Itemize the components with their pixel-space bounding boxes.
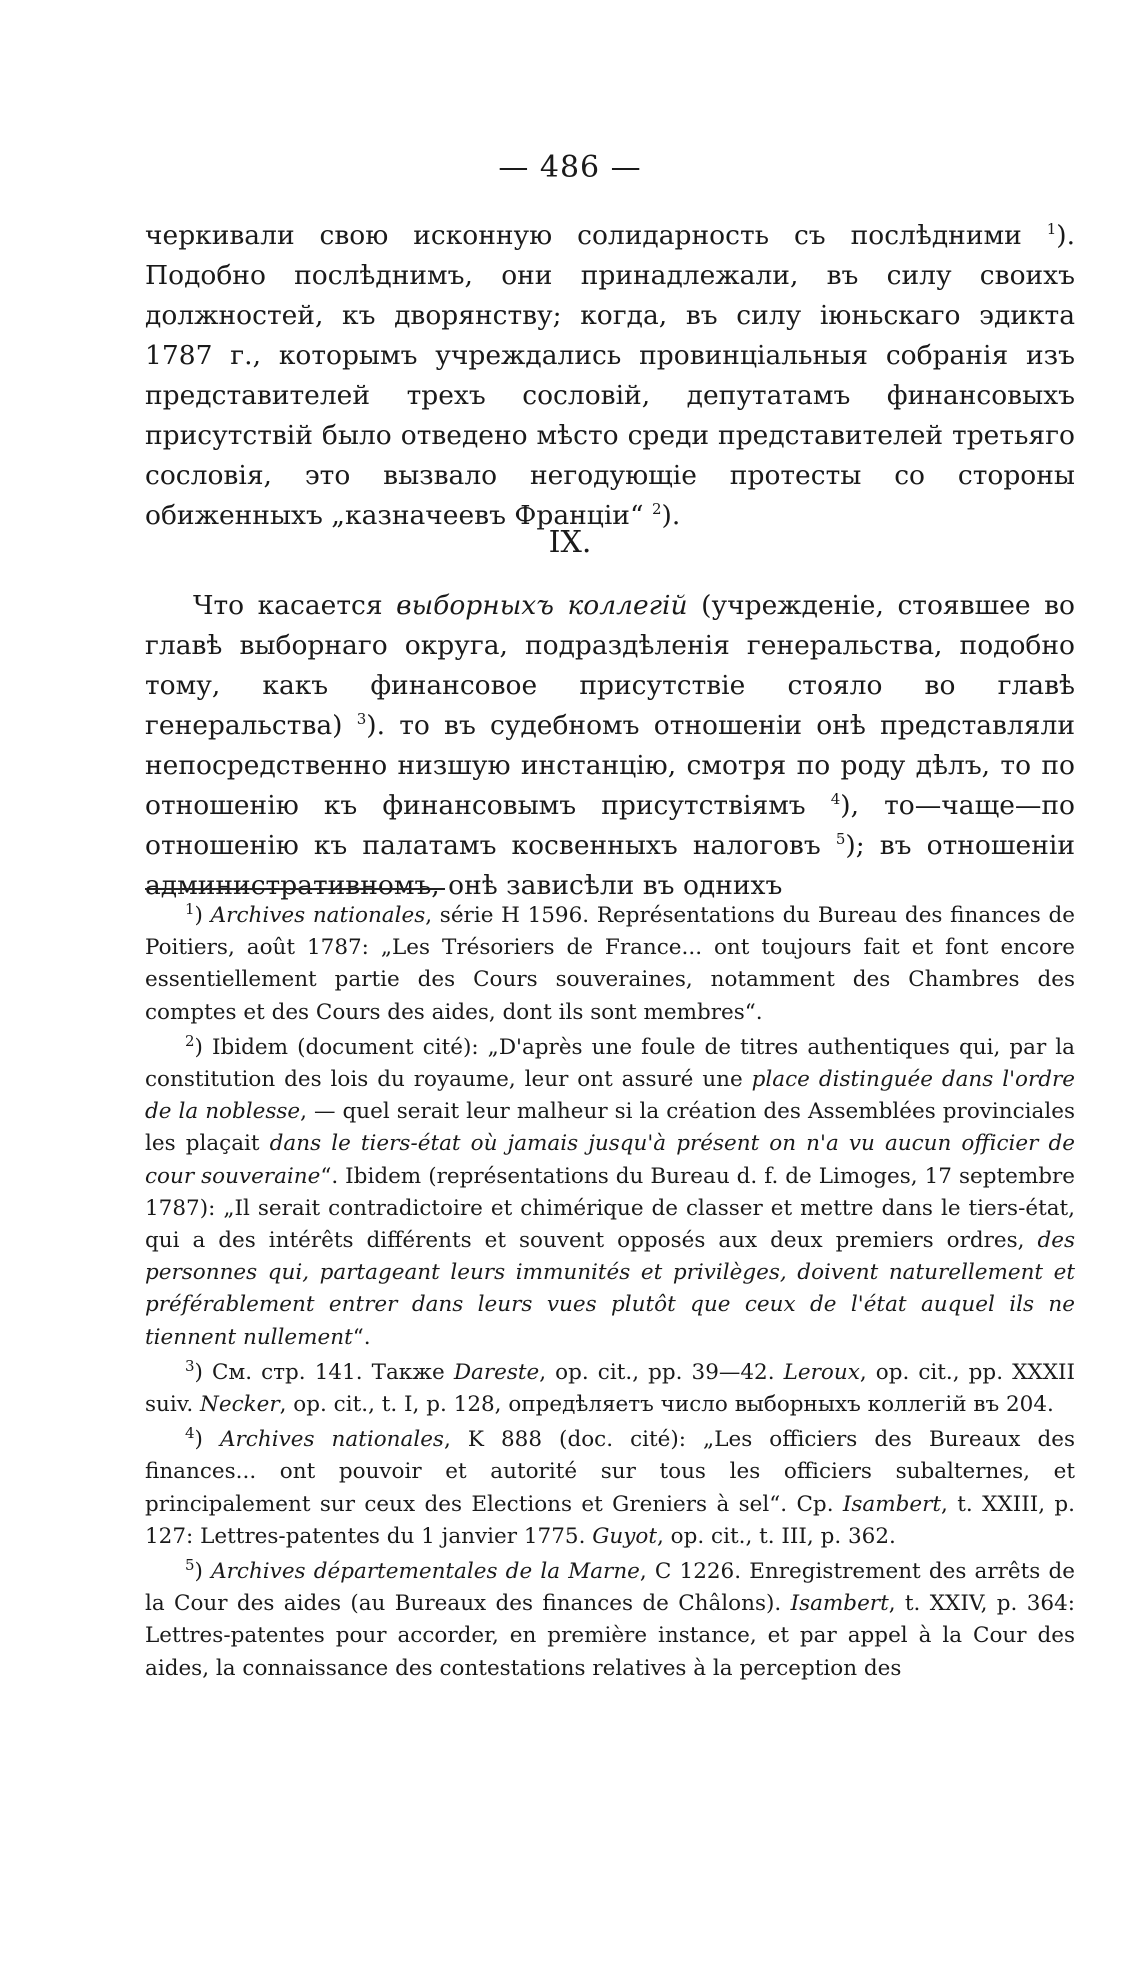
italic-source: Archives nationales: [220, 1427, 444, 1453]
footnote-text: “. Ibidem (représentations du Bureau d. f. de Limoges, 17 septembre 1787): „Il serait contradictoire et chimérique de classer et mettre dans le tiers-état, qui a des intérêts différents et souvent opposés aux deux premiers ordres,: [145, 1163, 1076, 1254]
italic-quote: des personnes qui, partageant leurs immunités et privilèges, doivent naturellement et préférablement entrer dans leurs vues plutôt que ceux de l'état auquel ils ne tiennent nullement: [145, 1228, 1075, 1350]
footnote-ref-4: 4: [830, 790, 841, 809]
footnotes-section: [145, 900, 1075, 1685]
paragraph-text: ), то—чаще—по отношенію къ палатамъ косвенныхъ налоговъ: [145, 790, 1075, 861]
footnote-mark: 1: [185, 899, 195, 918]
footnote-ref-3: 3: [356, 710, 367, 729]
footnote-text: , K 888 (doc. cité): „Les officiers des Bureaux des finances... ont pouvoir et autorité sur tous les officiers subalternes, et principalement sur ceux des Elections et Greniers à sel“. Cp.: [145, 1427, 1075, 1517]
footnote-text: , op. cit., t. I, p. 128, опредѣляетъ число выборныхъ коллегій въ 204.: [279, 1392, 1054, 1418]
italic-quote: place distinguée dans l'ordre de la noblesse: [145, 1067, 1076, 1125]
body-paragraph-continuation: [145, 216, 1075, 536]
italic-source: Archives départementales de la Marne: [211, 1559, 640, 1585]
paragraph-text: черкивали свою исконную солидарность съ послѣдними: [145, 220, 1047, 251]
footnote-text: Ibidem (document cité): „D'après une foule de titres authentiques qui, par la constitution des lois du royaume, leur ont assuré une: [145, 1034, 1075, 1093]
footnote-2: $^2$) Ibidem (document cité): „D'après une foule de titres authentiques qui, par la constitution des lois du royaume, leur ont assuré une place distinguée dans l'ordre de la noblesse, — quel serait leur malheur si la création des Assemblées provinciales les plaçait dans le tiers-état où jamais jusqu'à présent on n'a vu aucun officier de cour souveraine“. Ibidem (représentations du Bureau d. f. de Limoges, 17 septembre 1787): „Il serait contradictoire et chimérique de classer et mettre dans le tiers-état, qui a des intérêts différents et souvent opposés aux deux premiers ordres, des personnes qui, partageant leurs immunités et privilèges, doivent naturellement et préférablement entrer dans leurs vues plutôt que ceux de l'état auquel ils ne tiennent nullement“.: [145, 1031, 1076, 1350]
footnote-text: , série H 1596. Représentations du Bureau des finances de Poitiers, août 1787: „Les Trésoriers de France... ont toujours fait et font encore essentiellement partie des Cours souveraines, notamment des Chambres des comptes et des Cours des aides, dont ils sont membres“.: [145, 903, 1075, 1025]
footnote-5: $^5$) Archives départementales de la Marne, C 1226. Enregistrement des arrêts de la Cour des aides (au Bureaux des finances de Châlons). Isambert, t. XXIV, p. 364: Lettres-patentes pour accorder, en première instance, et par appel à la Cour des aides, la connaissance des contestations relatives à la perception des: [145, 1555, 1075, 1681]
footnote-4: $^4$) Archives nationales, K 888 (doc. cité): „Les officiers des Bureaux des finances... ont pouvoir et autorité sur tous les officiers subalternes, et principalement sur ceux des Elections et Greniers à sel“. Cp. Isambert, t. XXIII, p. 127: Lettres-patentes du 1 janvier 1775. Guyot, op. cit., t. III, p. 362.: [145, 1424, 1075, 1549]
footnote-mark: 2: [185, 1031, 195, 1050]
italic-term: выборныхъ коллегій: [396, 590, 688, 621]
paragraph-text: Что касается: [193, 590, 397, 621]
footnote-mark: 3: [185, 1356, 195, 1375]
paragraph-text: ). Подобно послѣднимъ, они принадлежали, въ силу своихъ должностей, къ дворянству; когда, въ силу іюньскаго эдикта 1787 г., которымъ учреждались провинціальныя собранія изъ представителей трехъ сословій, депутатамъ финансовыхъ присутствій было отведено мѣсто среди представителей третьяго сословія, это вызвало негодующіе протесты со стороны обиженныхъ „казначеевъ Франціи“: [145, 220, 1075, 531]
footnote-divider: [145, 888, 445, 890]
footnote-3: $^3$) См. стр. 141. Также Dareste, op. cit., pp. 39—42. Leroux, op. cit., pp. XXXII suiv. Necker, op. cit., t. I, p. 128, опредѣляетъ число выборныхъ коллегій въ 204.: [145, 1356, 1076, 1418]
section-heading: IX.: [548, 525, 592, 560]
footnote-text: , op. cit., t. III, p. 362.: [657, 1523, 896, 1549]
footnote-text: , op. cit., pp. XXXII suiv.: [145, 1359, 1076, 1418]
page-number: — 486 —: [498, 150, 642, 185]
footnote-mark: 4: [185, 1424, 195, 1443]
paragraph-text: ). то въ судебномъ отношеніи онѣ представляли непосредственно низшую инстанцію, смотря по роду дѣлъ, то по отношенію къ финансовымъ присутствіямъ: [145, 710, 1075, 821]
footnote-text: См. стр. 141. Также: [212, 1359, 454, 1385]
italic-author: Isambert: [842, 1491, 942, 1517]
footnote-ref-5: 5: [835, 830, 846, 849]
italic-author: Necker: [200, 1392, 280, 1418]
footnote-mark: 5: [185, 1555, 195, 1574]
footnote-ref-2: 2: [651, 500, 662, 519]
footnote-1: $^1$) Archives nationales, série H 1596. Représentations du Bureau des finances de Poitiers, août 1787: „Les Trésoriers de France... ont toujours fait et font encore essentiellement partie des Cours souveraines, notamment des Chambres des comptes et des Cours des aides, dont ils sont membres“.: [145, 899, 1075, 1025]
paragraph-text: (учрежденіе, стоявшее во главѣ выборнаго округа, подраздѣленія генеральства, подобно тому, какъ финансовое присутствіе стояло во главѣ генеральства): [145, 590, 1075, 741]
footnote-text: “.: [352, 1324, 371, 1350]
footnote-text: , t. XXIII, p. 127: Lettres-patentes du 1 janvier 1775.: [145, 1491, 1075, 1549]
paragraph-text: ).: [661, 500, 681, 531]
italic-author: Dareste: [453, 1359, 540, 1385]
italic-author: Isambert: [790, 1591, 889, 1617]
italic-author: Leroux: [783, 1359, 860, 1385]
paragraph-text: ); въ отношеніи административномъ, онѣ зависѣли въ однихъ: [145, 830, 1075, 901]
footnote-text: , C 1226. Enregistrement des arrêts de la Cour des aides (au Bureaux des finances de Châlons).: [145, 1559, 1075, 1617]
footnote-text: , op. cit., pp. 39—42.: [539, 1359, 784, 1385]
italic-quote: dans le tiers-état où jamais jusqu'à présent on n'a vu aucun officier de cour souveraine: [145, 1131, 1075, 1189]
footnote-ref-1: 1: [1046, 220, 1057, 239]
body-paragraph: [145, 586, 1075, 906]
footnote-text: , — quel serait leur malheur si la création des Assemblées provinciales les plaçait: [145, 1099, 1076, 1157]
italic-author: Guyot: [592, 1523, 658, 1549]
italic-source: Archives nationales: [210, 903, 426, 928]
footnote-text: , t. XXIV, p. 364: Lettres-patentes pour accorder, en première instance, et par appel à la Cour des aides, la connaissance des contestations relatives à la perception des: [145, 1591, 1075, 1681]
